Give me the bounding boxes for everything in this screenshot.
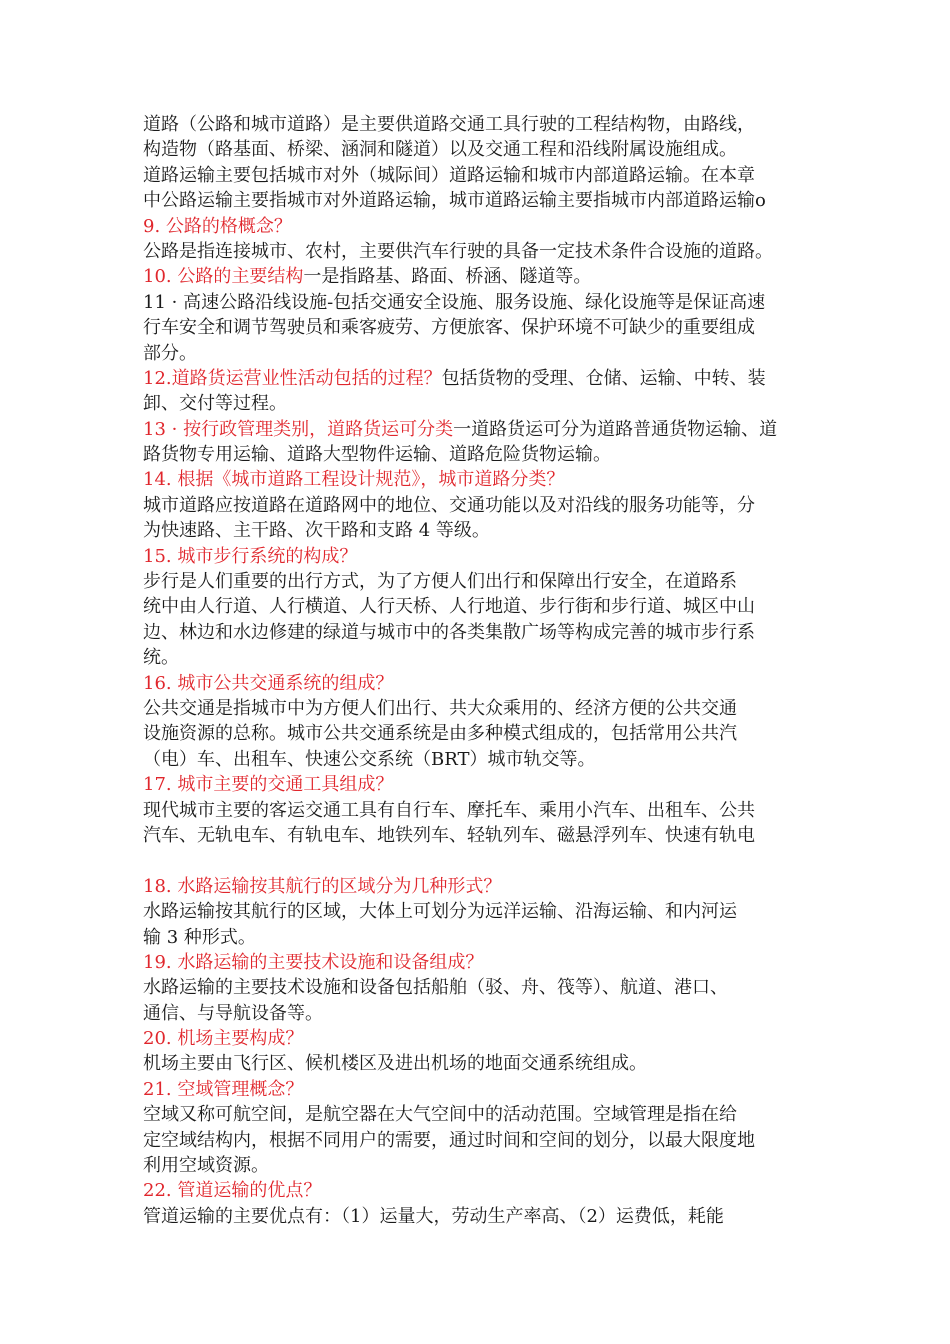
body-text-line: 统。 xyxy=(143,647,179,669)
body-text-line: 利用空域资源。 xyxy=(143,1155,269,1177)
question-text: 12.道路货运营业性活动包括的过程？ xyxy=(143,367,442,389)
question-heading: 21. 空域管理概念？ xyxy=(143,1078,304,1100)
body-text-line: 水路运输的主要技术设施和设备包括船舶（驳、舟、筏等）、航道、港口、 xyxy=(143,977,728,999)
body-text-line: 城市道路应按道路在道路网中的地位、交通功能以及对沿线的服务功能等，分 xyxy=(143,494,755,516)
body-text-line: 空域又称可航空间，是航空器在大气空间中的活动范围。空域管理是指在给 xyxy=(143,1104,737,1126)
body-text-line: 通信、与导航设备等。 xyxy=(143,1002,323,1024)
body-text-line: 输 3 种形式。 xyxy=(143,926,256,948)
blank-line xyxy=(143,848,815,873)
body-text-line: 行车安全和调节驾驶员和乘客疲劳、方便旅客、保护环境不可缺少的重要组成 xyxy=(143,317,755,339)
question-heading: 20. 机场主要构成？ xyxy=(143,1028,304,1050)
body-text-line: 卸、交付等过程。 xyxy=(143,393,287,415)
body-text-line: 定空域结构内，根据不同用户的需要，通过时间和空间的划分，以最大限度地 xyxy=(143,1129,755,1151)
body-text-line: 设施资源的总称。城市公共交通系统是由多种模式组成的，包括常用公共汽 xyxy=(143,723,737,745)
body-text-line: 构造物（路基面、桥梁、涵洞和隧道）以及交通工程和沿线附属设施组成。 xyxy=(143,139,737,161)
question-answer-line xyxy=(143,366,815,391)
question-heading: 16. 城市公共交通系统的组成？ xyxy=(143,672,394,694)
body-text-line: 部分。 xyxy=(143,342,197,364)
body-text-line: 中公路运输主要指城市对外道路运输，城市道路运输主要指城市内部道路运输o xyxy=(143,190,766,212)
body-text-line: 路货物专用运输、道路大型物件运输、道路危险货物运输。 xyxy=(143,444,611,466)
body-text-line: 公共交通是指城市中为方便人们出行、共大众乘用的、经济方便的公共交通 xyxy=(143,697,737,719)
body-text-line: 11 · 高速公路沿线设施-包括交通安全设施、服务设施、绿化设施等是保证高速 xyxy=(143,291,766,313)
question-heading: 14. 根据《城市道路工程设计规范》，城市道路分类？ xyxy=(143,469,565,491)
body-text-line: 为快速路、主干路、次干路和支路 4 等级。 xyxy=(143,520,490,542)
body-text-line: 现代城市主要的客运交通工具有自行车、摩托车、乘用小汽车、出租车、公共 xyxy=(143,799,755,821)
body-text-line: 管道运输的主要优点有：（1）运量大，劳动生产率高、（2）运费低，耗能 xyxy=(143,1205,724,1227)
answer-text: 一是指路基、路面、桥涵、隧道等。 xyxy=(303,266,592,288)
question-heading: 9. 公路的格概念？ xyxy=(143,215,292,237)
question-answer-line xyxy=(143,264,815,289)
question-heading: 15. 城市步行系统的构成？ xyxy=(143,545,358,567)
question-text: 13 · 按行政管理类别，道路货运可分类 xyxy=(143,418,454,440)
body-text-line: 道路（公路和城市道路）是主要供道路交通工具行驶的工程结构物，由路线， xyxy=(143,114,755,135)
body-text-line: 机场主要由飞行区、候机楼区及进出机场的地面交通系统组成。 xyxy=(143,1053,647,1075)
body-text-line: （电）车、出租车、快速公交系统（BRT）城市轨交等。 xyxy=(143,748,596,770)
question-heading: 22. 管道运输的优点？ xyxy=(143,1180,322,1202)
body-text-line: 步行是人们重要的出行方式，为了方便人们出行和保障出行安全，在道路系 xyxy=(143,571,737,593)
body-text-line: 边、林边和水边修建的绿道与城市中的各类集散广场等构成完善的城市步行系 xyxy=(143,621,755,643)
question-heading: 17. 城市主要的交通工具组成？ xyxy=(143,774,394,796)
question-text: 10. 公路的主要结构 xyxy=(143,266,304,288)
body-text-line: 统中由人行道、人行横道、人行天桥、人行地道、步行街和步行道、城区中山 xyxy=(143,596,755,618)
answer-text: 包括货物的受理、仓储、运输、中转、装 xyxy=(441,367,766,389)
question-heading: 19. 水路运输的主要技术设施和设备组成？ xyxy=(143,951,484,973)
body-text-line: 水路运输按其航行的区域，大体上可划分为远洋运输、沿海运输、和内河运 xyxy=(143,901,737,923)
body-text-line: 汽车、无轨电车、有轨电车、地铁列车、轻轨列车、磁悬浮列车、快速有轨电 xyxy=(143,824,755,846)
body-text-line: 公路是指连接城市、农村，主要供汽车行驶的具备一定技术条件合设施的道路。 xyxy=(143,240,773,262)
document-page xyxy=(143,112,815,1229)
body-text-line: 道路运输主要包括城市对外（城际间）道路运输和城市内部道路运输。在本章 xyxy=(143,164,755,186)
question-heading: 18. 水路运输按其航行的区域分为几种形式？ xyxy=(143,875,502,897)
question-answer-line xyxy=(143,417,815,442)
answer-text: 一道路货运可分为道路普通货物运输、道 xyxy=(453,418,778,440)
